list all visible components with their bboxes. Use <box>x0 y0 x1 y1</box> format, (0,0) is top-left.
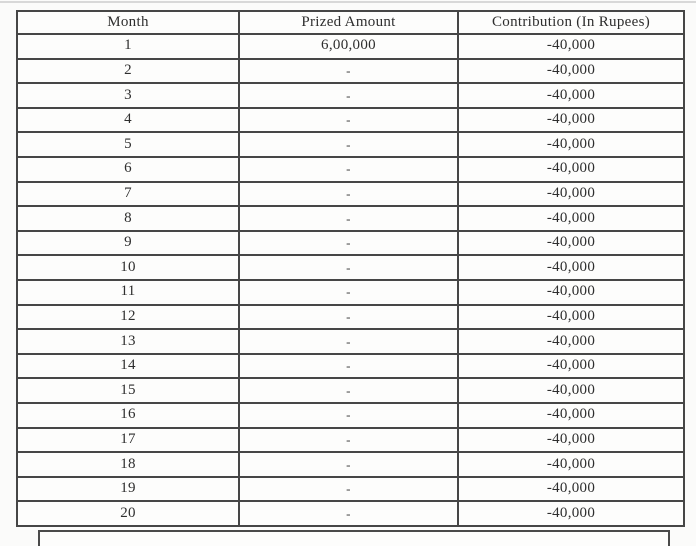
contribution-cell: -40,000 <box>458 477 684 502</box>
month-cell: 12 <box>17 305 239 330</box>
table-row <box>17 280 684 305</box>
month-cell: 4 <box>17 108 239 133</box>
prized-amount-cell: - <box>239 157 458 182</box>
table-row <box>17 305 684 330</box>
table-row <box>17 329 684 354</box>
table-row <box>17 182 684 207</box>
prized-amount-cell: - <box>239 428 458 453</box>
prized-amount-cell: - <box>239 501 458 526</box>
month-cell: 7 <box>17 182 239 207</box>
month-cell: 20 <box>17 501 239 526</box>
contribution-cell: -40,000 <box>458 83 684 108</box>
month-cell: 6 <box>17 157 239 182</box>
month-cell: 2 <box>17 59 239 84</box>
table-row <box>17 34 684 59</box>
contribution-cell: -40,000 <box>458 501 684 526</box>
table-row <box>17 206 684 231</box>
prized-amount-cell: - <box>239 59 458 84</box>
contribution-cell: -40,000 <box>458 452 684 477</box>
prized-amount-cell: - <box>239 477 458 502</box>
prized-amount-cell: - <box>239 132 458 157</box>
prized-amount-cell: - <box>239 231 458 256</box>
month-cell: 15 <box>17 378 239 403</box>
month-cell: 5 <box>17 132 239 157</box>
header-row <box>17 11 684 34</box>
prized-amount-cell: - <box>239 255 458 280</box>
prized-amount-cell: - <box>239 305 458 330</box>
contribution-cell: -40,000 <box>458 59 684 84</box>
table-row <box>17 108 684 133</box>
month-cell: 19 <box>17 477 239 502</box>
prized-amount-cell: - <box>239 329 458 354</box>
column-header-month: Month <box>17 11 239 34</box>
table-row <box>17 378 684 403</box>
month-cell: 13 <box>17 329 239 354</box>
table-header <box>17 11 684 34</box>
table-row <box>17 59 684 84</box>
prized-amount-cell: - <box>239 378 458 403</box>
month-cell: 8 <box>17 206 239 231</box>
table-body <box>17 34 684 526</box>
table-row <box>17 477 684 502</box>
month-cell: 18 <box>17 452 239 477</box>
month-cell: 14 <box>17 354 239 379</box>
contribution-cell: -40,000 <box>458 108 684 133</box>
prized-amount-cell: - <box>239 280 458 305</box>
contribution-cell: -40,000 <box>458 157 684 182</box>
prized-amount-cell: - <box>239 354 458 379</box>
contribution-cell: -40,000 <box>458 231 684 256</box>
prized-amount-cell: - <box>239 182 458 207</box>
table-row <box>17 403 684 428</box>
column-header-contribution: Contribution (In Rupees) <box>458 11 684 34</box>
contribution-cell: -40,000 <box>458 354 684 379</box>
prized-amount-cell: - <box>239 403 458 428</box>
month-cell: 16 <box>17 403 239 428</box>
table-row <box>17 354 684 379</box>
table-row <box>17 428 684 453</box>
contribution-cell: -40,000 <box>458 280 684 305</box>
table-row <box>17 132 684 157</box>
column-header-prized-amount: Prized Amount <box>239 11 458 34</box>
prized-amount-cell: - <box>239 108 458 133</box>
month-cell: 1 <box>17 34 239 59</box>
contribution-cell: -40,000 <box>458 182 684 207</box>
contribution-cell: -40,000 <box>458 34 684 59</box>
table-row <box>17 452 684 477</box>
month-cell: 3 <box>17 83 239 108</box>
prized-amount-cell: - <box>239 206 458 231</box>
chit-payment-schedule-table <box>16 10 685 527</box>
contribution-cell: -40,000 <box>458 329 684 354</box>
contribution-cell: -40,000 <box>458 378 684 403</box>
month-cell: 17 <box>17 428 239 453</box>
table-row <box>17 83 684 108</box>
top-edge-artifact <box>0 1 696 3</box>
table-row <box>17 501 684 526</box>
table-row <box>17 231 684 256</box>
contribution-cell: -40,000 <box>458 305 684 330</box>
contribution-cell: -40,000 <box>458 403 684 428</box>
prized-amount-cell: - <box>239 83 458 108</box>
month-cell: 9 <box>17 231 239 256</box>
month-cell: 11 <box>17 280 239 305</box>
contribution-cell: -40,000 <box>458 255 684 280</box>
contribution-cell: -40,000 <box>458 428 684 453</box>
month-cell: 10 <box>17 255 239 280</box>
table-row <box>17 255 684 280</box>
partial-box-below <box>38 530 670 546</box>
table-row <box>17 157 684 182</box>
prized-amount-cell: 6,00,000 <box>239 34 458 59</box>
contribution-cell: -40,000 <box>458 206 684 231</box>
contribution-cell: -40,000 <box>458 132 684 157</box>
prized-amount-cell: - <box>239 452 458 477</box>
